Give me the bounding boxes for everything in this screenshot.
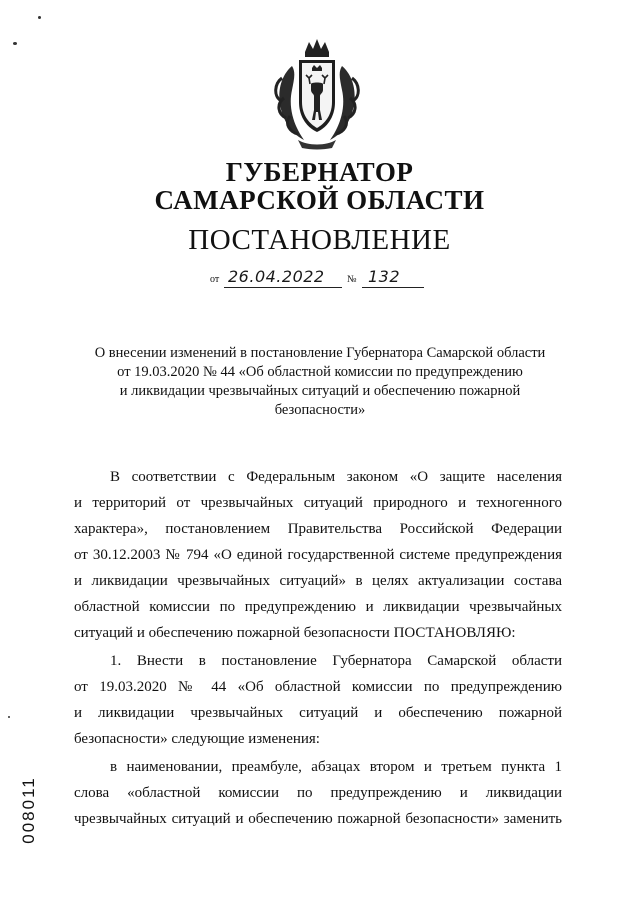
- body-line: и ликвидации чрезвычайных ситуаций» в целях актуализации состава: [74, 573, 562, 589]
- subject-line: и ликвидации чрезвычайных ситуаций и обеспечению пожарной: [119, 383, 521, 399]
- body-line: от 30.12.2003 № 794 «О единой государственной системе предупреждения: [74, 547, 562, 563]
- date-value: 26.04.2022: [228, 267, 325, 286]
- date-number-line: [210, 268, 430, 290]
- header-title-line2: САМАРСКОЙ ОБЛАСТИ: [154, 185, 485, 215]
- subject-line: О внесении изменений в постановление Губернатора Самарской области: [94, 345, 546, 361]
- scan-speck: [8, 716, 10, 718]
- subject-line: от 19.03.2020 № 44 «Об областной комиссии по предупреждению: [117, 364, 523, 380]
- document-subject: [70, 344, 570, 420]
- body-line: от 19.03.2020 № 44 «Об областной комиссии по предупреждению: [74, 679, 562, 695]
- scan-speck: [38, 16, 41, 19]
- body-line: безопасности» следующие изменения:: [74, 731, 320, 747]
- number-value: 132: [368, 267, 401, 286]
- body-line: и территорий от чрезвычайных ситуаций природного и техногенного: [74, 495, 562, 511]
- number-underline: [362, 287, 424, 288]
- body-line: областной комиссии по предупреждению и ликвидации чрезвычайных: [74, 599, 562, 615]
- body-line: чрезвычайных ситуаций и обеспечению пожарной безопасности» заменить: [74, 811, 562, 827]
- date-label: от: [210, 274, 220, 285]
- header-title-line1: ГУБЕРНАТОР: [225, 157, 414, 187]
- number-label: №: [347, 274, 357, 285]
- document-type: ПОСТАНОВЛЕНИЕ: [188, 224, 451, 256]
- body-line: ситуаций и обеспечению пожарной безопасности ПОСТАНОВЛЯЮ:: [74, 625, 516, 641]
- body-line: в наименовании, преамбуле, абзацах втором и третьем пункта 1: [110, 759, 562, 775]
- date-underline: [224, 287, 342, 288]
- subject-line: безопасности»: [274, 402, 366, 418]
- scan-speck: [13, 42, 17, 45]
- body-line: 1. Внести в постановление Губернатора Самарской области: [110, 653, 562, 669]
- body-line: В соответствии с Федеральным законом «О защите населения: [110, 469, 562, 485]
- body-line: и ликвидации чрезвычайных ситуаций и обеспечению пожарной: [74, 705, 562, 721]
- body-line: слова «областной комиссии по предупреждению и ликвидации: [74, 785, 562, 801]
- registration-stamp: [14, 760, 44, 860]
- stamp-code: 008011: [19, 776, 38, 844]
- body-line: характера», постановлением Правительства Российской Федерации: [74, 521, 562, 537]
- coat-of-arms-icon: [272, 38, 362, 150]
